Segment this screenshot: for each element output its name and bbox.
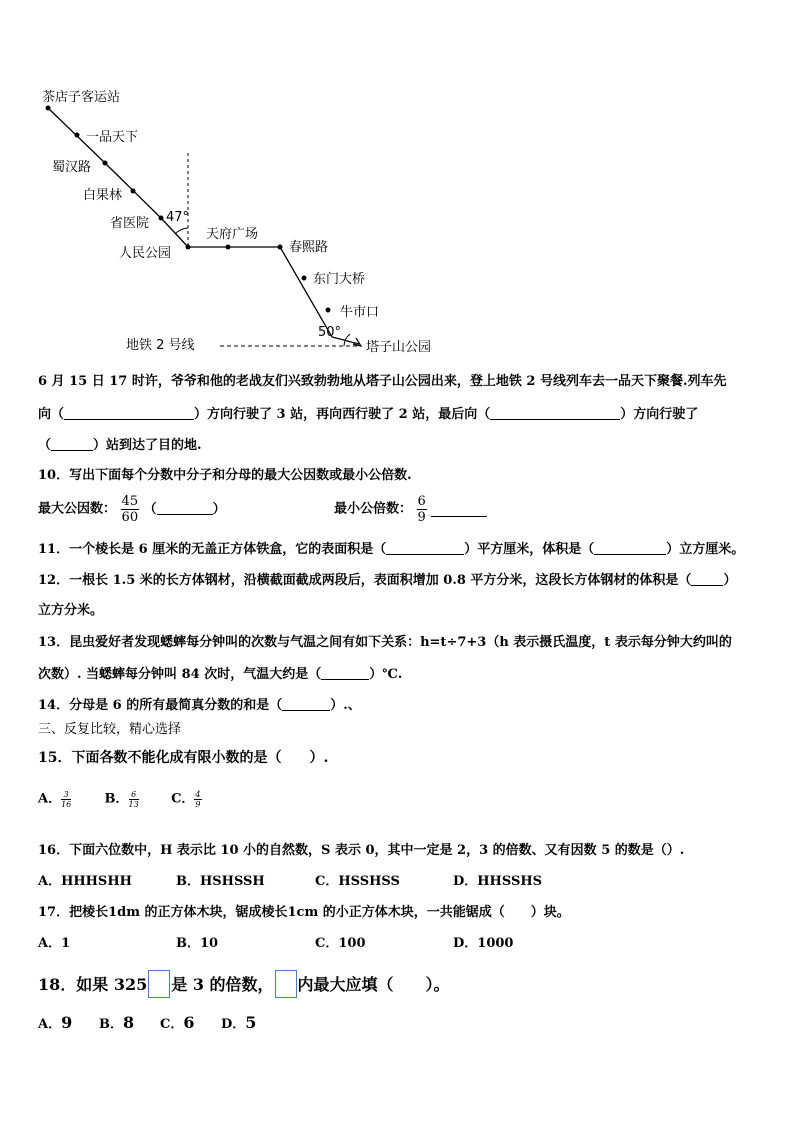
station-shengyiyuan: 省医院 <box>110 216 150 231</box>
q15-option-a-num: 3 <box>61 790 71 800</box>
station-chadianzi: 茶店子客运站 <box>42 90 121 105</box>
q9-text-b: ）方向行驶了 3 站，再向西行驶了 2 站，最后向（ <box>194 407 491 422</box>
q15-option-c-label: C． <box>171 791 195 807</box>
q11-blank-2[interactable] <box>594 541 666 555</box>
q11 <box>38 541 744 558</box>
q15-option-b-label: B． <box>104 791 129 807</box>
q10-lcm <box>334 494 487 530</box>
station-niushikou: 牛市口 <box>340 305 380 320</box>
q9-line2 <box>38 406 698 423</box>
q10-gcd-denominator: 60 <box>121 510 139 525</box>
q18-option-c-label: C． <box>160 1017 184 1032</box>
metro-line-label: 地铁 2 号线 <box>126 338 195 353</box>
q10-gcd-blank[interactable] <box>157 501 213 515</box>
q15-option-b-fraction <box>129 790 139 809</box>
q10-gcd-numerator: 45 <box>121 494 139 509</box>
q15-title: 15．下面各数不能化成有限小数的是（ ）. <box>38 750 329 766</box>
q15-option-a-fraction <box>61 790 71 809</box>
q10-gcd-label: 最大公因数： <box>38 501 117 517</box>
q15-option-b-num: 6 <box>129 790 139 800</box>
q17-option-b[interactable]: B．10 <box>176 936 219 951</box>
q15-option-a[interactable] <box>38 790 100 809</box>
station-dot <box>278 245 283 250</box>
q18-answer-box-2[interactable] <box>275 970 297 998</box>
q15-option-c-den: 9 <box>195 800 201 809</box>
station-renmin: 人民公园 <box>119 246 172 261</box>
station-shuhan: 蜀汉路 <box>52 160 92 175</box>
q15-option-a-label: A． <box>38 791 62 807</box>
q13-blank[interactable] <box>321 666 369 680</box>
q15-option-b[interactable] <box>105 790 167 809</box>
q15-option-c-fraction <box>194 790 201 809</box>
q11-text-b: ）平方厘米，体积是（ <box>464 542 595 557</box>
q11-blank-1[interactable] <box>386 541 464 555</box>
q16-option-c[interactable]: C．HSSHSS <box>315 874 400 889</box>
q17-option-d[interactable]: D．1000 <box>453 936 514 951</box>
station-tianfu: 天府广场 <box>206 227 259 242</box>
q18-option-c-value: 6 <box>183 1013 195 1032</box>
q18-option-d[interactable] <box>221 1013 282 1032</box>
q15-option-c-num: 4 <box>195 790 201 799</box>
q10-title: 10．写出下面每个分数中分子和分母的最大公因数或最小公倍数. <box>38 468 412 483</box>
angle-arc-50 <box>344 334 350 346</box>
q16-title: 16．下面六位数中，H 表示比 10 小的自然数，S 表示 0，其中一定是 2，3 的倍数、又有因数 5 的数是（）. <box>38 843 685 858</box>
route-end-arrow <box>353 338 361 346</box>
q18-text-c: 内最大应填（ ）。 <box>297 975 450 994</box>
q14-text-b: ）.、 <box>330 698 361 713</box>
q15-option-a-den: 16 <box>61 800 72 809</box>
q11-text-c: ）立方厘米。 <box>666 542 745 557</box>
metro-line-map <box>0 0 794 360</box>
q9-blank-1[interactable] <box>64 406 194 420</box>
q10-lcm-fraction <box>417 494 427 525</box>
q18-option-b-label: B． <box>99 1017 123 1032</box>
q10-lcm-denominator: 9 <box>417 510 426 525</box>
q9-text-d: （ <box>38 438 52 453</box>
station-yipin: 一品天下 <box>86 130 139 145</box>
q18-title <box>38 970 450 998</box>
q17-title: 17．把棱长1dm 的正方体木块，锯成棱长1cm 的小正方体木块，一共能锯成（ ）块。 <box>38 905 570 920</box>
q18-option-b-value: 8 <box>123 1013 135 1032</box>
station-baiguolin: 白果林 <box>83 188 123 203</box>
q12-text-b: ） <box>723 573 737 588</box>
q15-option-b-den: 13 <box>128 800 139 809</box>
station-dot <box>302 276 307 281</box>
q15-option-c[interactable] <box>171 790 233 809</box>
q10-lcm-numerator: 6 <box>417 494 426 509</box>
station-dot <box>131 189 136 194</box>
q9-text-c: ）方向行驶了 <box>620 407 699 422</box>
q10-gcd: 最大公因数： $\frac{45}{60}$ （ ） <box>38 494 226 525</box>
q9-line3 <box>38 437 202 454</box>
q18-option-a-value: 9 <box>61 1013 73 1032</box>
station-dot <box>159 216 164 221</box>
q14-text-a: 14．分母是 6 的所有最简真分数的和是（ <box>38 698 283 713</box>
q16-option-b[interactable]: B．HSHSSH <box>176 874 265 889</box>
q9-blank-2[interactable] <box>490 406 620 420</box>
q17-option-a[interactable]: A．1 <box>38 936 71 951</box>
q12-line1 <box>38 572 736 589</box>
q10-lcm-label: 最小公倍数： <box>334 501 413 517</box>
station-dot <box>186 245 191 250</box>
q12-blank[interactable] <box>691 572 723 586</box>
station-dot <box>326 308 331 313</box>
q9-text-a: 向（ <box>38 407 65 422</box>
q12-text-a: 12．一根长 1.5 米的长方体钢材，沿横截面截成两段后，表面积增加 0.8 平方分米，这段长方体钢材的体积是（ <box>38 573 692 588</box>
q12-line2: 立方分米。 <box>38 603 104 618</box>
q16-option-d[interactable]: D．HHSSHS <box>453 874 543 889</box>
q9-text-e: ）站到达了目的地. <box>93 438 202 453</box>
q11-text-a: 11．一个棱长是 6 厘米的无盖正方体铁盒，它的表面积是（ <box>38 542 387 557</box>
q9-line1: 6 月 15 日 17 时许，爷爷和他的老战友们兴致勃勃地从塔子山公园出来，登上地铁 2 号线列车去一品天下聚餐.列车先 <box>38 374 727 389</box>
station-dot <box>46 106 51 111</box>
station-dongmen: 东门大桥 <box>313 272 366 287</box>
q9-blank-3[interactable] <box>51 437 93 451</box>
q14 <box>38 697 361 714</box>
q13-line2 <box>38 666 402 683</box>
q18-option-d-value: 5 <box>245 1013 257 1032</box>
q18-option-a[interactable] <box>38 1013 99 1032</box>
station-dot <box>226 245 231 250</box>
q13-text-b: 次数）. 当蟋蟀每分钟叫 84 次时，气温大约是（ <box>38 667 322 682</box>
q18-option-c[interactable] <box>160 1013 221 1032</box>
q16-option-a[interactable]: A．HHHSHH <box>38 874 132 889</box>
q15-options <box>38 790 233 820</box>
section3-heading: 三、反复比较，精心选择 <box>38 722 182 737</box>
q18-text-a: 18．如果 325 <box>38 975 148 994</box>
q18-option-d-label: D． <box>221 1017 246 1032</box>
station-chunxi: 春熙路 <box>289 240 329 255</box>
q18-option-b[interactable] <box>99 1013 160 1032</box>
q18-option-a-label: A． <box>38 1017 62 1032</box>
angle-label-47: 47° <box>166 210 190 225</box>
angle-label-50: 50° <box>318 325 342 340</box>
q10-gcd-fraction <box>121 494 140 525</box>
q14-blank[interactable] <box>282 697 330 711</box>
station-dot <box>75 133 80 138</box>
angle-arc-47 <box>175 228 188 234</box>
q13-line1: 13．昆虫爱好者发现蟋蟀每分钟叫的次数与气温之间有如下关系：h=t÷7+3（h 表示摄氏温度，t 表示每分钟大约叫的 <box>38 635 732 650</box>
q18-answer-box-1[interactable] <box>148 970 170 998</box>
q18-options <box>38 1013 282 1032</box>
station-tazishan: 塔子山公园 <box>366 340 432 355</box>
q18-text-b: 是 3 的倍数， <box>171 975 274 994</box>
q10-lcm-blank[interactable] <box>431 503 487 517</box>
q13-text-c: ）℃. <box>369 667 403 682</box>
q17-option-c[interactable]: C．100 <box>315 936 366 951</box>
station-dot <box>103 161 108 166</box>
